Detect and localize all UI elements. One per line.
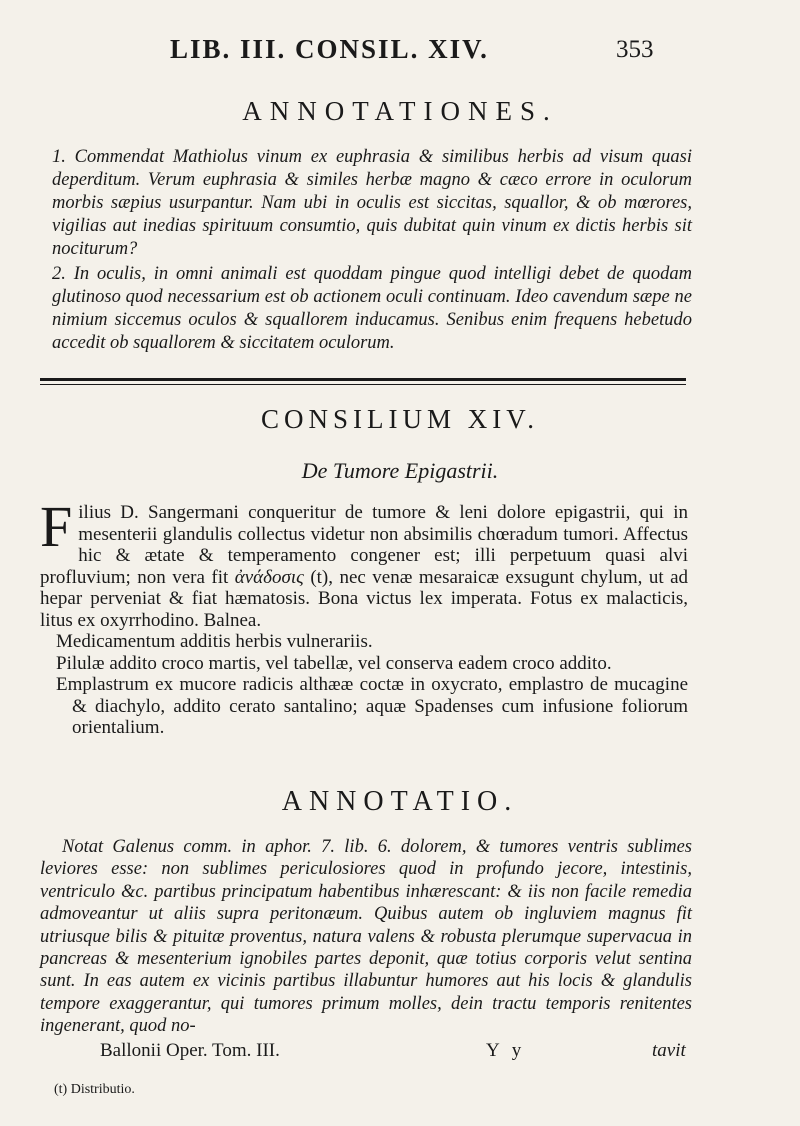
page-number: 353: [616, 36, 654, 63]
catchline: [0, 1040, 800, 1064]
signature-mark: Y y: [486, 1040, 526, 1061]
consilium-body: [40, 494, 689, 739]
greek-term: ἀνάδοσις: [234, 566, 304, 588]
annotatio-body: [40, 836, 692, 1038]
footnote: (t) Distributio.: [54, 1082, 135, 1097]
section-rule-thin: [40, 384, 686, 385]
opening-text-continued: (t), nec venæ mesaraicæ exsugunt chylum, ut ad hepar perveniat & fiat hæmatosis. Bona victus lex imperata. Fotus ex malacticis, litus ex oxyrrhodino. Balnea.: [40, 566, 689, 631]
consilium-heading: CONSILIUM XIV.: [260, 404, 539, 434]
annotationes-heading: ANNOTATIONES.: [242, 96, 558, 126]
running-head: [0, 34, 800, 74]
consilium-subtitle: De Tumore Epigastrii.: [301, 458, 499, 483]
section-rule-thick: [40, 378, 686, 381]
running-title: LIB. III. CONSIL. XIV.: [170, 34, 489, 64]
annotation-item-1: 1. Commendat Mathiolus vinum ex euphrasia & similibus herbis ad visum quasi deperditum. Verum euphrasia & similes herbæ magno & cæco errore in oculorum morbis sæpius usurpantur. Nam ubi in oculis est siccitas, squallor, & ob mœrores, vigilias aut inedias spirituum consumtio, quis dubitat quin vinum ex dictis herbis sit nociturum?: [52, 147, 692, 259]
annotation-item-2: 2. In oculis, in omni animali est quoddam pingue quod intelligi debet de quodam glutinoso quod necessarium est ob actionem oculi continuam. Ideo cavendum sæpe ne nimium siccemus oculos & squallorem inducamus. Senibus enim frequens hebetudo accedit ob squallorem & siccitatem oculorum.: [52, 264, 692, 353]
annotationes-list: [52, 146, 692, 357]
volume-reference: Ballonii Oper. Tom. III.: [100, 1040, 280, 1061]
annotatio-heading: ANNOTATIO.: [281, 786, 519, 817]
opening-text: ilius D. Sangermani conqueritur de tumore & leni dolore epigastrii, qui in mesenterii glandulis collectus videtur non absimilis chœradum tumori. Affectus hic & ætate & temperamento congener est; illi perpetuum quasi alvi profluvium; non vera fit: [40, 502, 688, 588]
catchword: tavit: [652, 1040, 686, 1061]
prescription-3: Emplastrum ex mucore radicis althææ coctæ in oxycrato, emplastro de mucagine & diachylo, addito cerato santalino; aquæ Spadenses cum infusione foliorum orientalium.: [56, 674, 688, 738]
consilium-opening-paragraph: [40, 494, 689, 631]
prescription-1: Medicamentum additis herbis vulnerariis.: [56, 631, 373, 652]
annotatio-text: Notat Galenus comm. in aphor. 7. lib. 6. dolorem, & tumores ventris sublimes leviores esse: non sublimes periculosiores quod in profundo jecore, intestinis, ventriculo &c. partibus principatum habentibus inhærescant: & iis non facile remedia admoveantur ut aliis supra peritonæum. Quibus autem ob ingluviem magnus fit utriusque bilis & pituitæ proventus, natura valens & robusta plerumque supervacua in pancreas & mesenterium ignobiles partes deponit, quæ totius corporis velut sentina sunt. In eas autem ex vicinis partibus illabuntur humores aut his locis & glandulis tempore exaggerantur, qui tumores primum molles, dein tractu temporis renitentes ingenerant, quod no-: [40, 837, 692, 1037]
prescription-2: Pilulæ addito croco martis, vel tabellæ, vel conserva eadem croco addito.: [56, 652, 612, 674]
drop-cap: F: [40, 494, 73, 559]
